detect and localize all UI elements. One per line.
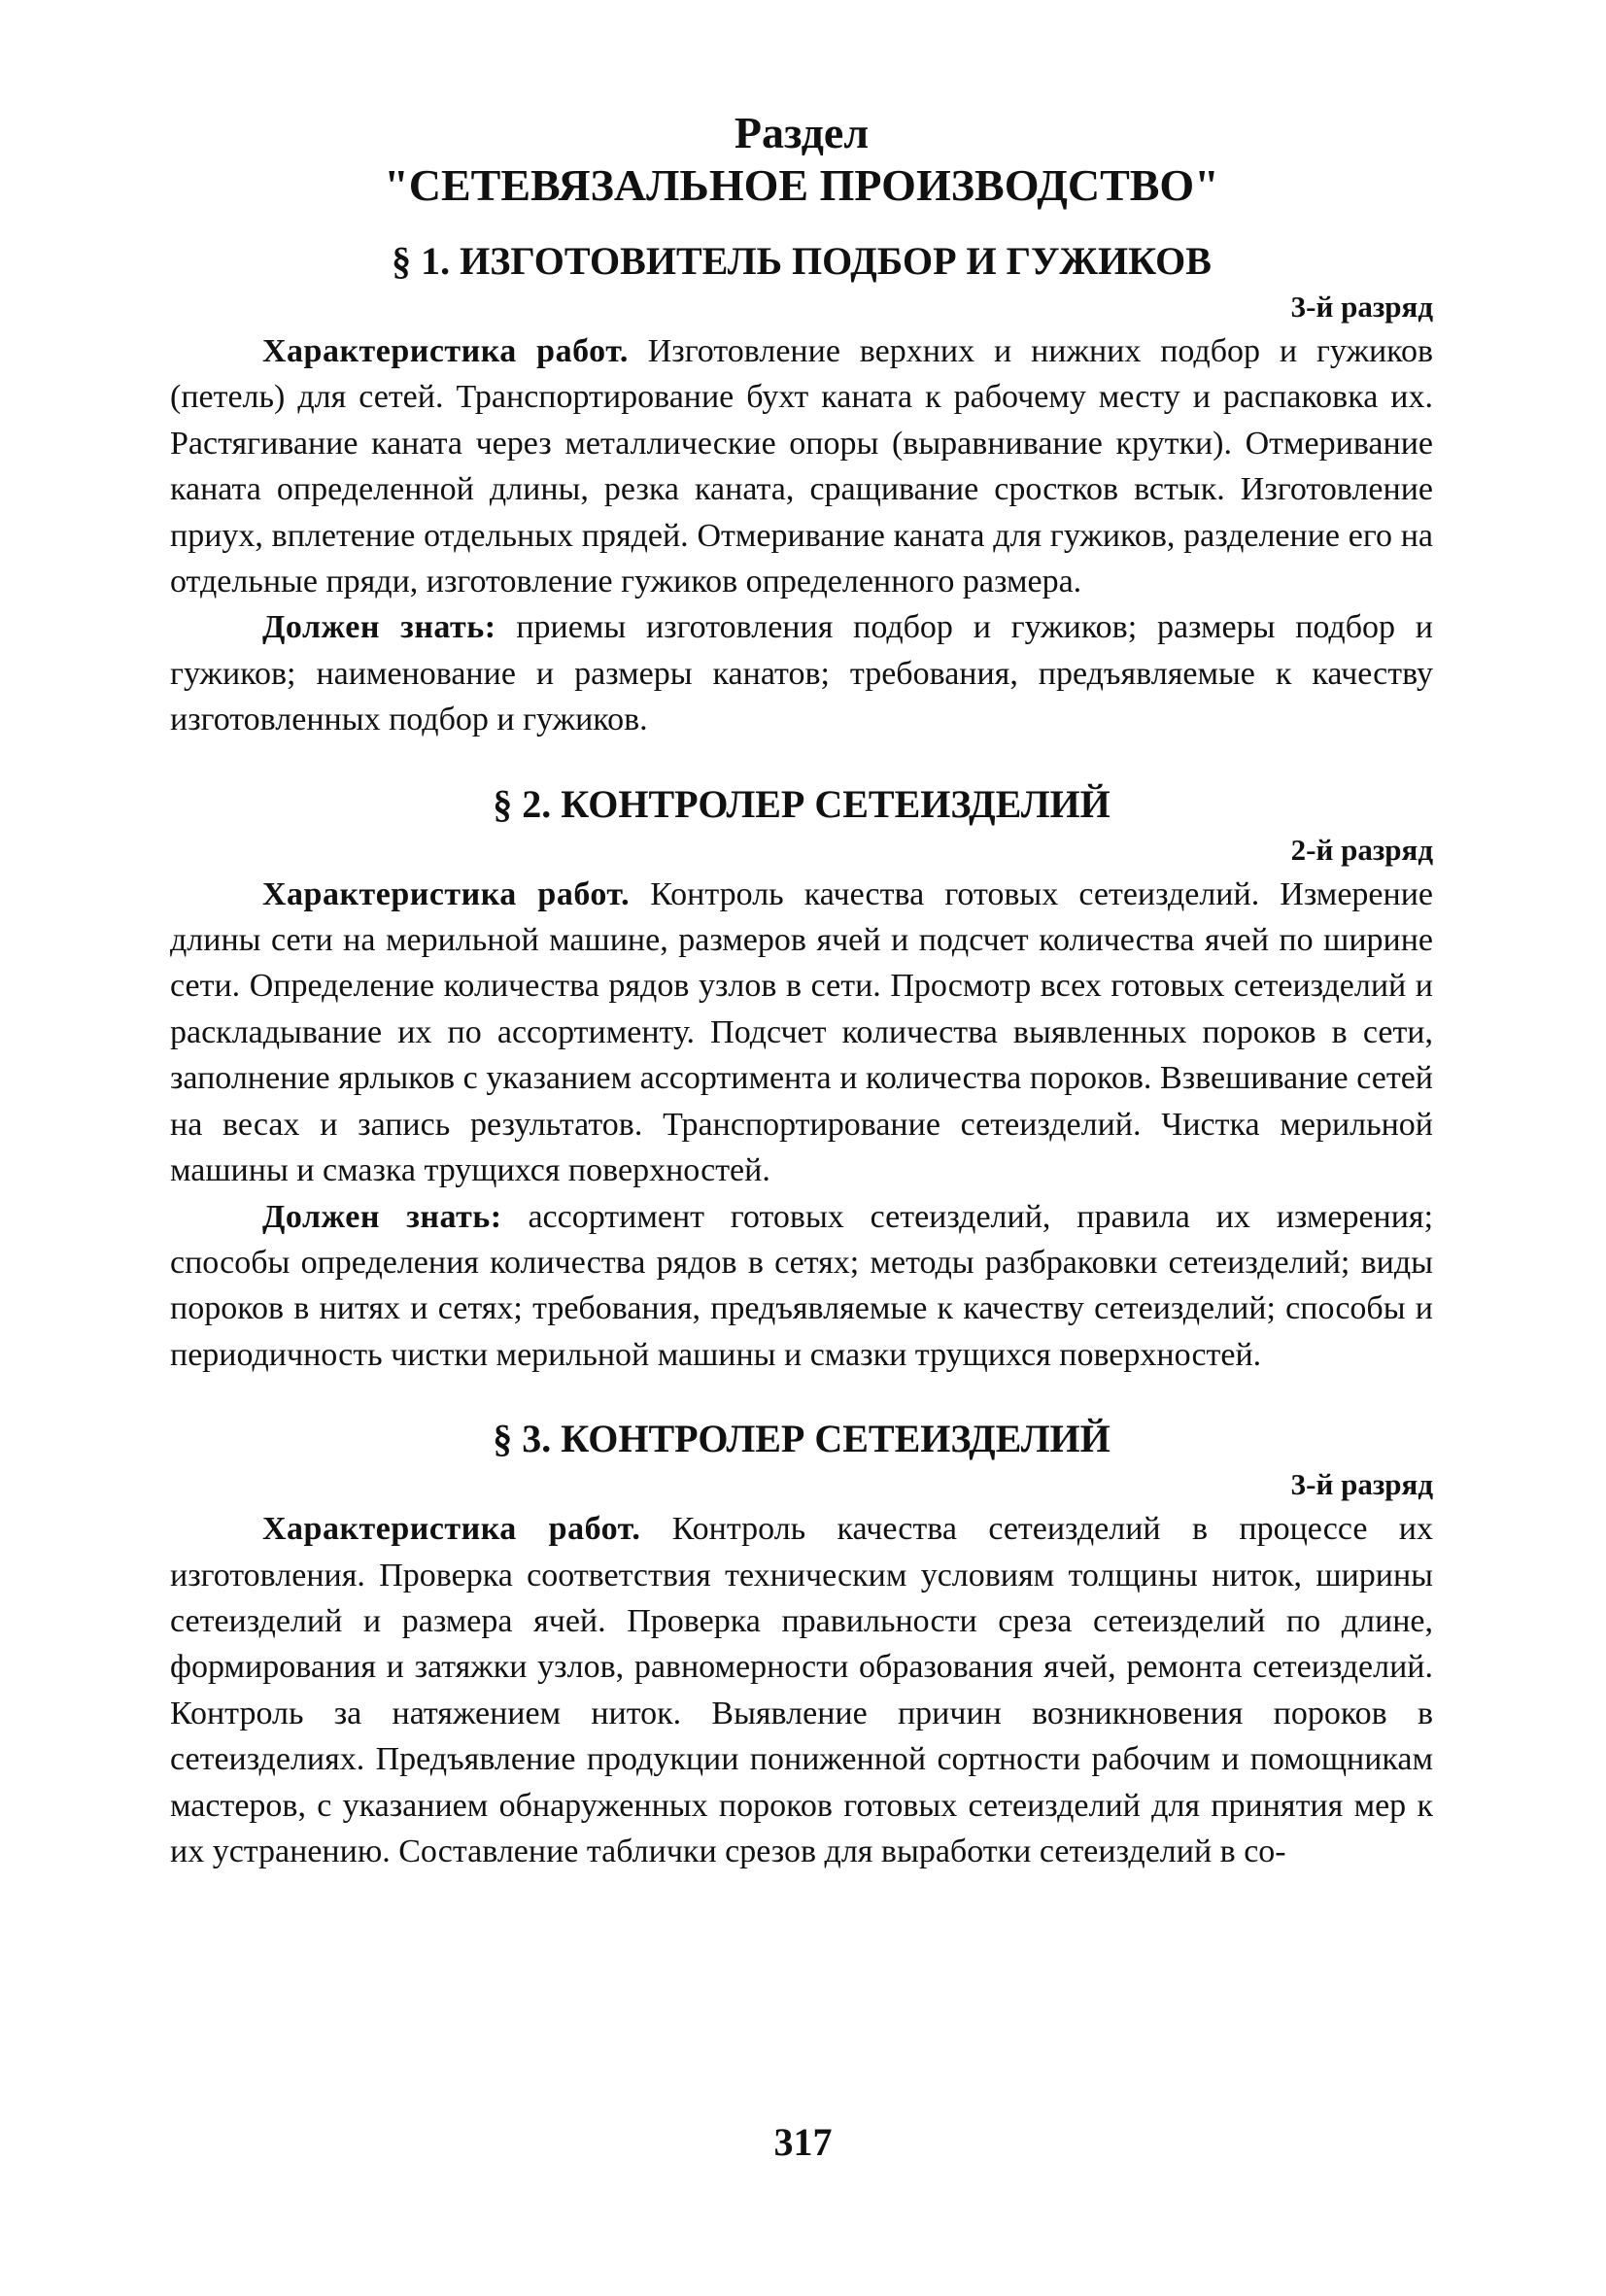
part-heading-name: "СЕТЕВЯЗАЛЬНОЕ ПРОИЗВОДСТВО" [384,160,1219,210]
part-heading: Раздел [734,108,870,157]
section-3 [170,1415,1433,1874]
page-number: 317 [773,2120,833,2164]
section-1 [170,237,1433,743]
characteristics-text: Контроль качества сетеизделий в процессе их изготовления. Проверка соответствия техническим условиям толщины ниток, ширины сетеизделий и размера ячей. Проверка правильности среза сетеизделий по длине, формирования и затяжки узлов, равномерности образования ячей, ремонта сетеизделий. Контроль за натяжением ниток. Выявление причин возникновения пороков в сетеизделиях. Предъявление продукции пониженной сортности рабочим и помощникам мастеров, с указанием обнаруженных пороков готовых сетеизделий для принятия мер к их устранению. Составление таблички срезов для выработки сетеизделий в со- [170,1511,1433,1869]
section-title: § 3. КОНТРОЛЕР СЕТЕИЗДЕЛИЙ [493,1417,1111,1461]
knowledge-text: приемы изготовления подбор и гужиков; размеры подбор и гужиков; наименование и размеры канатов; требования, предъявляемые к качеству изготовленных подбор и гужиков. [170,609,1434,738]
grade-label: 3-й разряд [1290,290,1433,324]
knowledge-label: Должен знать: [262,609,496,646]
knowledge-paragraph [170,1194,1433,1379]
section-2 [170,780,1433,1378]
section-title: § 1. ИЗГОТОВИТЕЛЬ ПОДБОР И ГУЖИКОВ [392,239,1212,283]
section-title: § 2. КОНТРОЛЕР СЕТЕИЗДЕЛИЙ [493,781,1111,826]
characteristics-paragraph [170,872,1433,1194]
knowledge-text: ассортимент готовых сетеизделий, правила их измерения; способы определения количества рядов в сетях; методы разбраковки сетеизделий; виды пороков в нитях и сетях; требования, предъявляемые к качеству сетеизделий; способы и периодичность чистки мерильной машины и смазки трущихся поверхностей. [170,1198,1434,1373]
knowledge-paragraph [170,604,1433,742]
knowledge-label: Должен знать: [262,1198,502,1235]
characteristics-paragraph [170,1506,1433,1874]
characteristics-text: Контроль качества готовых сетеизделий. Измерение длины сети на мерильной машине, размеров ячей и подсчет количества ячей по ширине сети. Определение количества рядов узлов в сети. Просмотр всех готовых сетеизделий и раскладывание их по ассортименту. Подсчет количества выявленных пороков в сети, заполнение ярлыков с указанием ассортимента и количества пороков. Взвешивание сетей на весах и запись результатов. Транспортирование сетеизделий. Чистка мерильной машины и смазка трущихся поверхностей. [170,875,1433,1189]
grade-label: 2-й разряд [1290,832,1433,867]
characteristics-label: Характеристика работ. [262,875,631,912]
characteristics-label: Характеристика работ. [262,333,629,369]
characteristics-paragraph [170,328,1433,604]
characteristics-text: Изготовление верхних и нижних подбор и гужиков (петель) для сетей. Транспортирование бухт каната к рабочему месту и распаковка их. Растягивание каната через металлические опоры (выравнивание крутки). Отмеривание каната определенной длины, резка каната, сращивание сростков встык. Изготовление приух, вплетение отдельных прядей. Отмеривание каната для гужиков, разделение его на отдельные пряди, изготовление гужиков определенного размера. [170,333,1433,600]
grade-label: 3-й разряд [1290,1467,1433,1502]
document-page [170,107,1433,1874]
characteristics-label: Характеристика работ. [262,1511,641,1548]
